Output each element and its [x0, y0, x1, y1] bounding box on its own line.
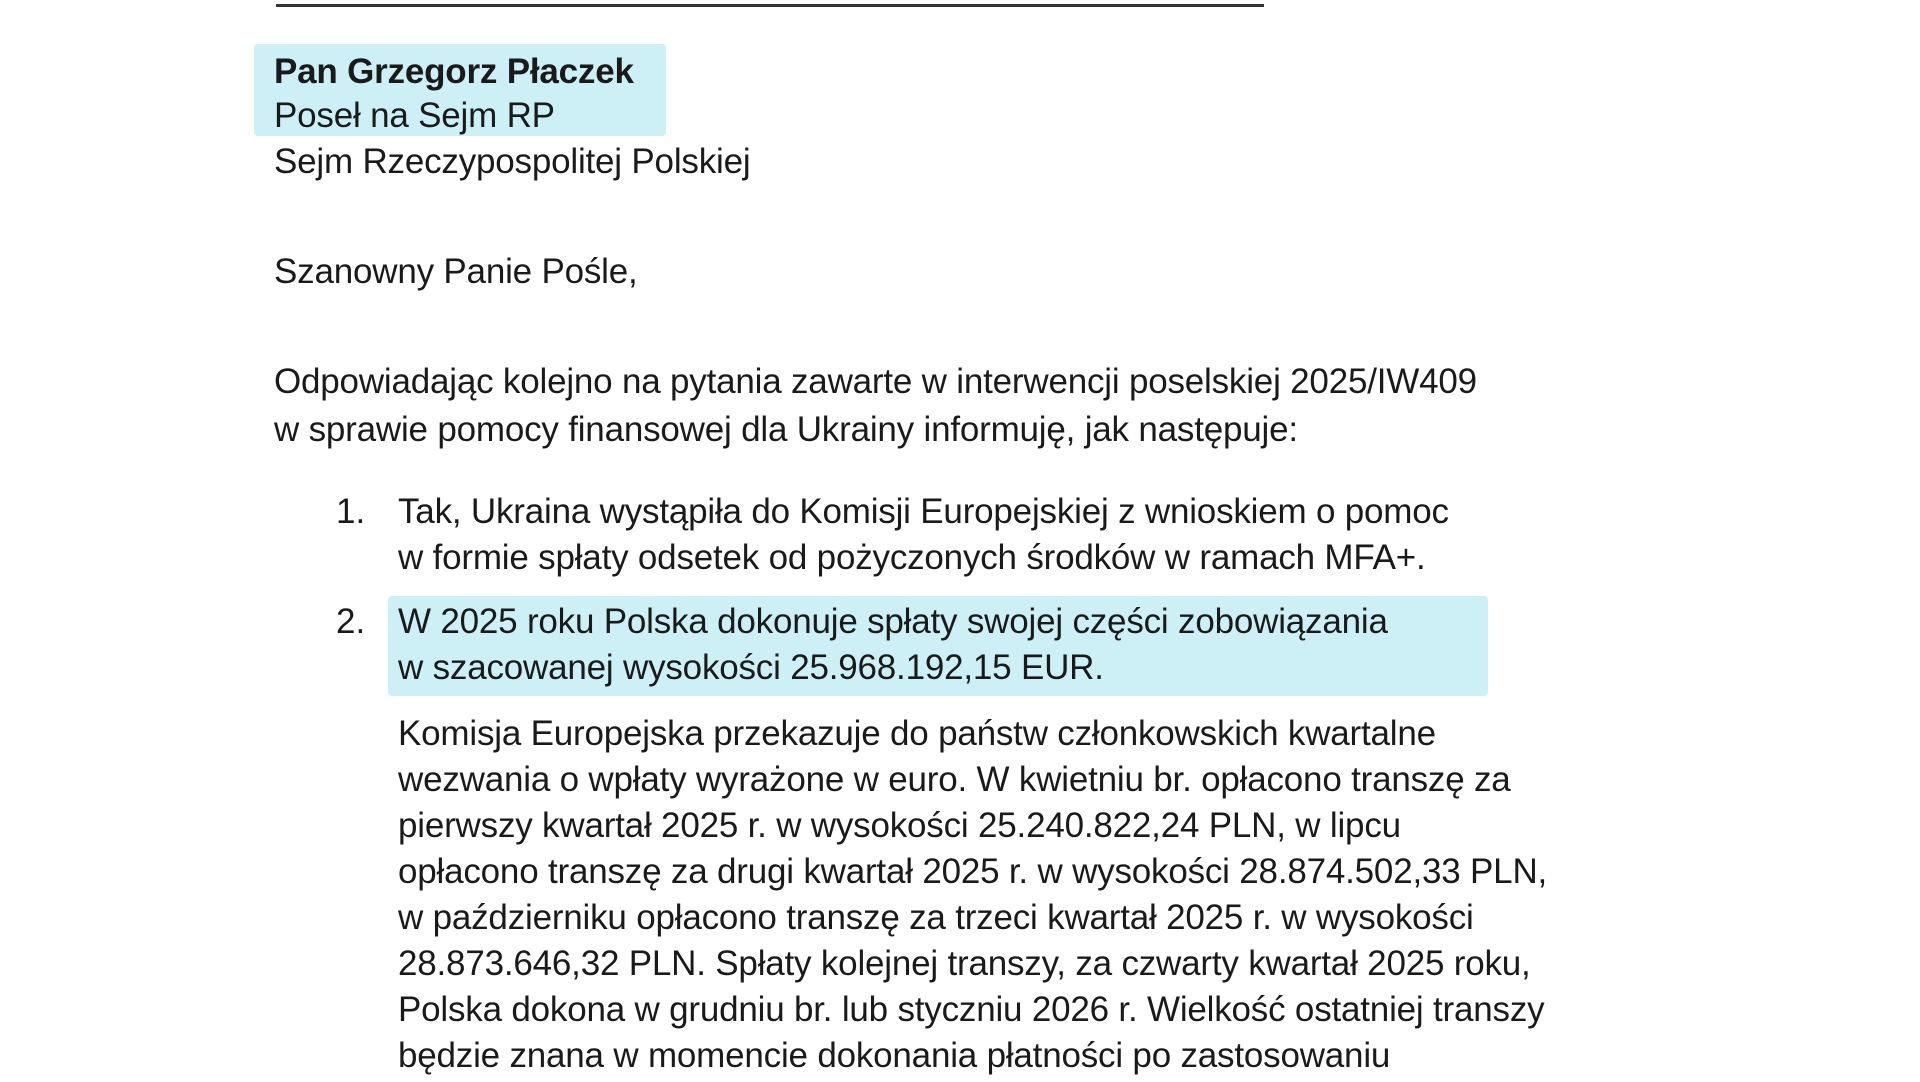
recipient-name: Pan Grzegorz Płaczek: [274, 52, 634, 91]
detail-line: Komisja Europejska przekazuje do państw członkowskich kwartalne: [398, 714, 1436, 753]
detail-line: w październiku opłacono transzę za trzeci kwartał 2025 r. w wysokości: [398, 898, 1474, 937]
top-rule: [276, 4, 1264, 7]
item-line: w formie spłaty odsetek od pożyczonych środków w ramach MFA+.: [398, 538, 1426, 577]
recipient-title: Poseł na Sejm RP: [274, 96, 555, 135]
item-number: 2.: [336, 602, 366, 641]
intro-line: w sprawie pomocy finansowej dla Ukrainy informuję, jak następuje:: [274, 410, 1298, 449]
detail-line: opłacono transzę za drugi kwartał 2025 r. w wysokości 28.874.502,33 PLN,: [398, 852, 1548, 891]
detail-line: wezwania o wpłaty wyrażone w euro. W kwietniu br. opłacono transzę za: [398, 760, 1511, 799]
detail-line: pierwszy kwartał 2025 r. w wysokości 25.240.822,24 PLN, w lipcu: [398, 806, 1401, 845]
item-line: W 2025 roku Polska dokonuje spłaty swojej części zobowiązania: [398, 602, 1388, 641]
item-number: 1.: [336, 492, 366, 531]
item-line: Tak, Ukraina wystąpiła do Komisji Europejskiej z wnioskiem o pomoc: [398, 492, 1449, 531]
detail-line: Polska dokona w grudniu br. lub styczniu 2026 r. Wielkość ostatniej transzy: [398, 990, 1545, 1029]
salutation: Szanowny Panie Pośle,: [274, 252, 638, 291]
recipient-institution: Sejm Rzeczypospolitej Polskiej: [274, 142, 751, 181]
intro-line: Odpowiadając kolejno na pytania zawarte w interwencji poselskiej 2025/IW409: [274, 362, 1477, 401]
detail-line: 28.873.646,32 PLN. Spłaty kolejnej transzy, za czwarty kwartał 2025 roku,: [398, 944, 1531, 983]
detail-line: będzie znana w momencie dokonania płatności po zastosowaniu: [398, 1036, 1391, 1075]
item-line: w szacowanej wysokości 25.968.192,15 EUR.: [398, 648, 1104, 687]
